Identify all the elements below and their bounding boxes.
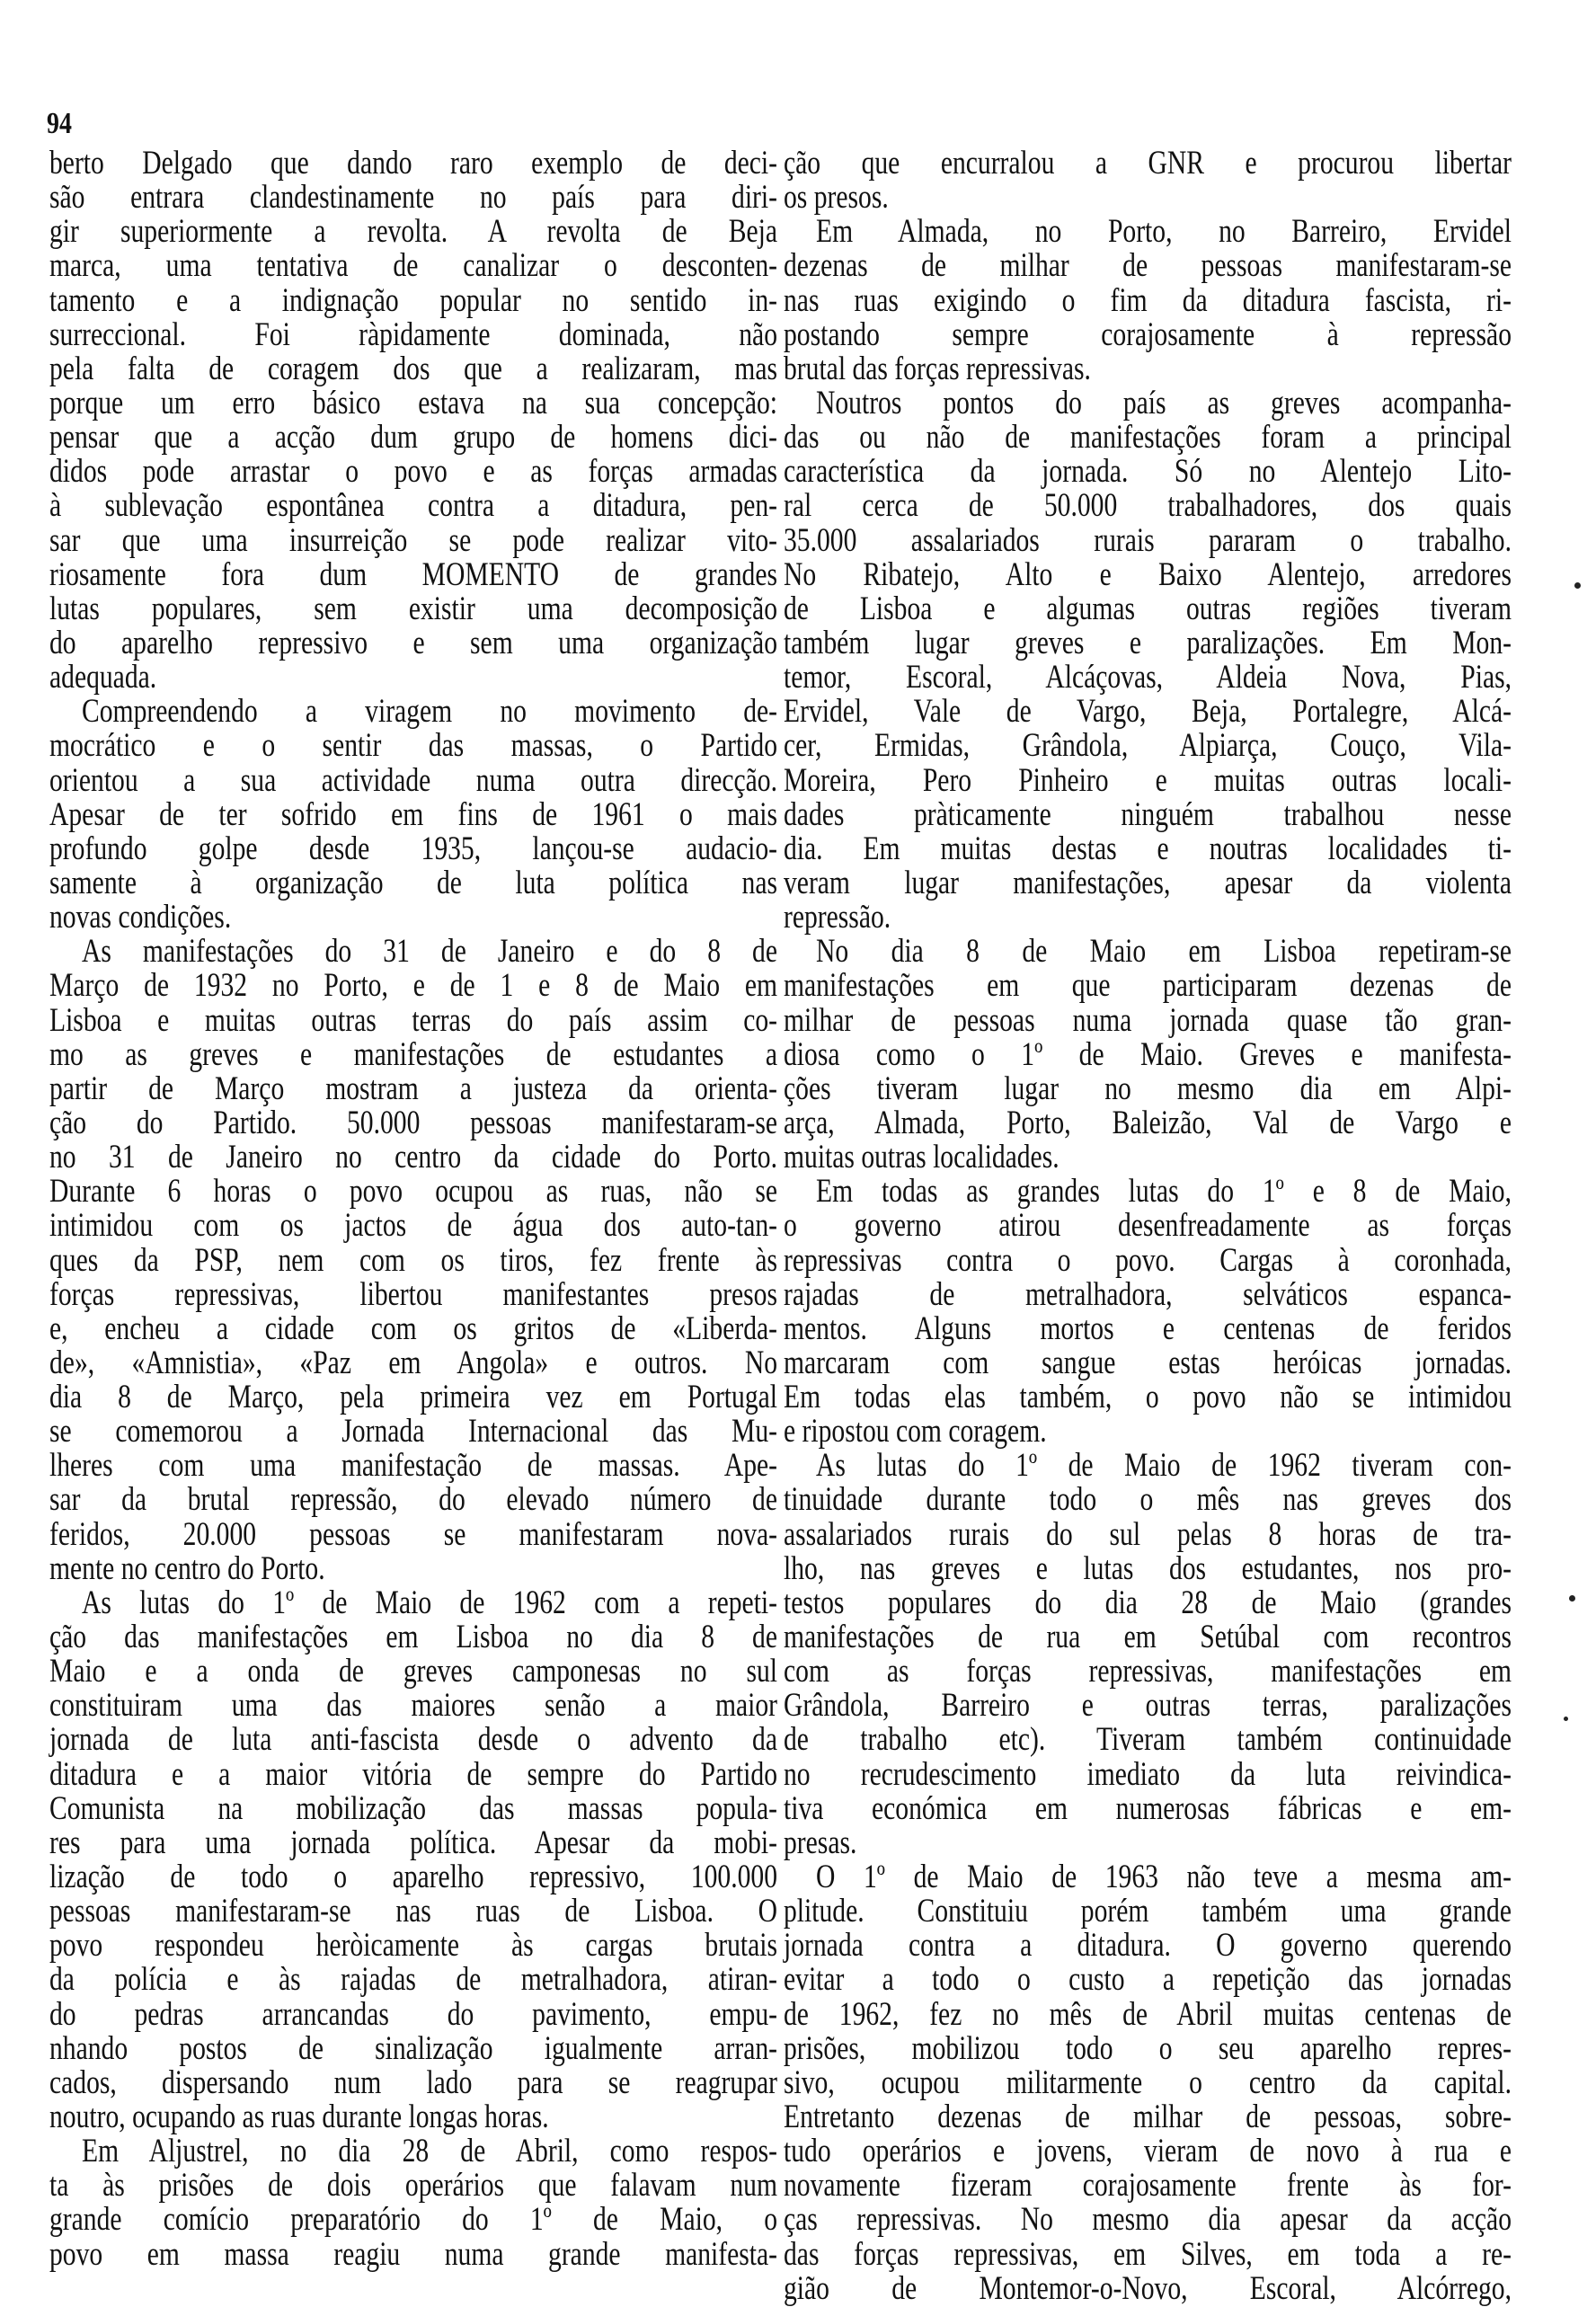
text-line <box>784 1069 1512 1107</box>
text-line <box>784 1483 1512 1517</box>
paragraph-first-line <box>784 935 1512 969</box>
text-line-content: Durante 6 horas o povo ocupou as ruas, não se <box>49 1173 777 1211</box>
paragraph-first-line <box>784 215 1512 249</box>
text-line-content: são entrara clandestinamente no país para diri- <box>49 179 777 217</box>
text-line-content: Grândola, Barreiro e outras terras, paralizações <box>784 1687 1512 1725</box>
text-line-content: samente à organização de luta política nas <box>49 864 777 901</box>
column-left <box>49 146 777 2272</box>
text-line <box>784 146 1512 181</box>
text-line-content: assalariados rurais do sul pelas 8 horas de tra- <box>784 1515 1512 1553</box>
text-line-content: do aparelho repressivo e sem uma organização <box>49 624 777 661</box>
text-line-content: No dia 8 de Maio em Lisboa repetiram-se <box>816 933 1512 971</box>
text-line-content: mo as greves e manifestações de estudantes a <box>49 1035 777 1073</box>
text-line <box>784 1380 1512 1415</box>
text-line-content: povo em massa reagiu numa grande manifesta- <box>49 2235 777 2273</box>
text-line <box>784 455 1512 489</box>
text-line <box>784 1655 1512 1689</box>
text-line-content: ções tiveram lugar no mesmo dia em Alpi- <box>784 1069 1512 1107</box>
text-line <box>49 1346 777 1380</box>
text-line <box>784 2169 1512 2203</box>
text-line <box>784 1140 1512 1175</box>
text-line-content: dezenas de milhar de pessoas manifestaram-se <box>784 247 1512 285</box>
text-line <box>49 489 777 523</box>
text-line <box>784 795 1512 833</box>
text-line <box>784 249 1512 283</box>
text-line <box>49 969 777 1003</box>
text-line-content: tinuidade durante todo o mês nas greves dos <box>784 1481 1512 1519</box>
text-line-content: res para uma jornada política. Apesar da mobi- <box>49 1823 777 1861</box>
text-line-content: sar que uma insurreição se pode realizar vito- <box>49 521 777 559</box>
text-line <box>49 1175 777 1209</box>
text-line-content: Março de 1932 no Porto, e de 1 e 8 de Maio em <box>49 967 777 1005</box>
text-line-content: com as forças repressivas, manifestações em <box>784 1653 1512 1690</box>
text-line <box>49 2169 777 2203</box>
text-line <box>784 626 1512 661</box>
text-line-content: As lutas do 1º de Maio de 1962 com a repeti- <box>82 1584 777 1621</box>
text-line-content: Maio e a onda de greves camponesas no sul <box>49 1653 777 1690</box>
text-line-content: da polícia e às rajadas de metralhadora, atiran- <box>49 1961 777 1999</box>
text-line-content: O 1º de Maio de 1963 não teve a mesma am- <box>816 1859 1512 1896</box>
text-line <box>784 2269 1512 2307</box>
text-line <box>784 1963 1512 1997</box>
text-line-content: jornada contra a ditadura. O governo querendo <box>784 1927 1512 1965</box>
text-line-content: didos pode arrastar o povo e as forças armadas <box>49 453 777 491</box>
text-line <box>49 1140 777 1175</box>
text-line-content: novamente fizeram corajosamente frente às for- <box>784 2167 1512 2205</box>
text-line <box>784 555 1512 593</box>
text-line-content: Comunista na mobilização das massas popula- <box>49 1789 777 1827</box>
text-line-content: Compreendendo a viragem no movimento de- <box>82 693 777 731</box>
text-line <box>49 1823 777 1861</box>
text-line <box>49 215 777 249</box>
text-line <box>49 2235 777 2273</box>
text-line <box>49 1106 777 1140</box>
text-line <box>784 1755 1512 1793</box>
text-line <box>49 592 777 626</box>
text-line <box>784 1309 1512 1347</box>
text-line <box>784 489 1512 523</box>
text-line-content: partir de Março mostram a justeza da orienta- <box>49 1069 777 1107</box>
text-line <box>784 2134 1512 2169</box>
text-line <box>49 832 777 866</box>
text-line <box>784 661 1512 695</box>
text-line <box>49 2029 777 2067</box>
text-line-content: mentos. Alguns mortos e centenas de feridos <box>784 1309 1512 1347</box>
text-line <box>49 1929 777 1963</box>
text-line-content: jornada de luta anti-fascista desde o advento da <box>49 1721 777 1759</box>
text-line-content: manifestações de rua em Setúbal com recontros <box>784 1619 1512 1656</box>
text-line-content: Entretanto dezenas de milhar de pessoas, sobre- <box>784 2098 1512 2136</box>
text-line <box>49 249 777 283</box>
text-line <box>784 729 1512 763</box>
text-line-content: ção que encurralou a GNR e procurou libertar <box>784 145 1512 182</box>
text-line <box>49 901 777 935</box>
text-line <box>784 1241 1512 1279</box>
text-line-content: das ou não de manifestações foram a principal <box>784 419 1512 457</box>
text-line-content: constituiram uma das maiores senão a maior <box>49 1687 777 1725</box>
text-line-content: Ervidel, Vale de Vargo, Beja, Portalegre, Alcá- <box>784 693 1512 731</box>
text-line <box>49 352 777 386</box>
text-line <box>784 1789 1512 1827</box>
text-line-content: tiva económica em numerosas fábricas e em- <box>784 1789 1512 1827</box>
text-line-content: Noutros pontos do país as greves acompanha- <box>816 384 1512 421</box>
text-line-content: marca, uma tentativa de canalizar o desconten- <box>49 247 777 285</box>
scan-speck <box>1569 1595 1575 1602</box>
paragraph-first-line <box>49 695 777 729</box>
text-line <box>49 1380 777 1415</box>
text-line <box>784 181 1512 215</box>
text-line-content: os presos. <box>784 179 889 217</box>
text-line <box>49 1001 777 1039</box>
text-line-content: diosa como o 1º de Maio. Greves e manifesta- <box>784 1035 1512 1073</box>
text-line-content: Em todas as grandes lutas do 1º e 8 de Maio, <box>816 1173 1512 1211</box>
text-line-content: manifestações em que participaram dezenas de <box>784 967 1512 1005</box>
text-line-content: ta às prisões de dois operários que falavam num <box>49 2167 777 2205</box>
text-line-content: rajadas de metralhadora, selváticos espanca- <box>784 1275 1512 1313</box>
text-line <box>784 695 1512 729</box>
text-line-content: mocrático e o sentir das massas, o Partido <box>49 727 777 765</box>
text-line <box>784 1689 1512 1723</box>
text-line <box>49 1894 777 1929</box>
text-line <box>784 1549 1512 1587</box>
text-line <box>784 1001 1512 1039</box>
text-line-content: ças repressivas. No mesmo dia apesar da acção <box>784 2201 1512 2239</box>
text-line <box>49 181 777 215</box>
text-line-content: intimidou com os jactos de água dos auto-tan- <box>49 1207 777 1245</box>
text-line <box>49 1515 777 1553</box>
text-line-content: riosamente fora dum MOMENTO de grandes <box>49 555 777 593</box>
text-line-content: gir superiormente a revolta. A revolta de Beja <box>49 213 777 251</box>
paragraph-first-line <box>49 2134 777 2169</box>
text-line-content: muitas outras localidades. <box>784 1139 1060 1176</box>
text-line-content: pela falta de coragem dos que a realizaram, mas <box>49 350 777 387</box>
text-line <box>49 1069 777 1107</box>
text-line <box>49 1209 777 1243</box>
text-line <box>49 1963 777 1997</box>
text-line <box>49 2100 777 2134</box>
text-line <box>784 352 1512 386</box>
text-line-content: e, encheu a cidade com os gritos de «Liberda- <box>49 1309 777 1347</box>
text-line-content: gião de Montemor-o-Novo, Escoral, Alcórrego, <box>784 2269 1512 2307</box>
text-line-content: brutal das forças repressivas. <box>784 350 1091 387</box>
text-line <box>784 1823 1512 1861</box>
text-line <box>784 2063 1512 2101</box>
text-line-content: povo respondeu heròicamente às cargas brutais <box>49 1927 777 1965</box>
text-line-content: berto Delgado que dando raro exemplo de deci- <box>49 145 777 182</box>
text-line <box>49 1549 777 1587</box>
text-line-content: postando sempre corajosamente à repressão <box>784 315 1512 353</box>
text-line <box>49 1035 777 1073</box>
text-line <box>49 315 777 353</box>
text-line <box>784 1209 1512 1243</box>
text-line <box>784 2235 1512 2273</box>
text-line <box>49 1860 777 1894</box>
text-line-content: o governo atirou desenfreadamente as forças <box>784 1207 1512 1245</box>
text-line-content: evitar a todo o custo a repetição das jornadas <box>784 1961 1512 1999</box>
text-line <box>49 761 777 799</box>
paragraph-first-line <box>784 386 1512 421</box>
text-line <box>784 1995 1512 2033</box>
text-line-content: adequada. <box>49 659 157 697</box>
text-line <box>784 2100 1512 2134</box>
text-line-content: prisões, mobilizou todo o seu aparelho repres- <box>784 2029 1512 2067</box>
text-line-content: mente no centro do Porto. <box>49 1549 325 1587</box>
text-line <box>784 761 1512 799</box>
text-line-content: As lutas do 1º de Maio de 1962 tiveram con- <box>816 1447 1512 1485</box>
text-line <box>49 1483 777 1517</box>
paragraph-first-line <box>49 935 777 969</box>
page-number: 94 <box>47 107 72 140</box>
text-line-content: presas. <box>784 1823 857 1861</box>
paragraph-first-line <box>49 1586 777 1620</box>
text-line-content: ditadura e a maior vitória de sempre do Partido <box>49 1755 777 1793</box>
text-line-content: das forças repressivas, em Silves, em toda a re- <box>784 2235 1512 2273</box>
text-line <box>49 1723 777 1757</box>
text-line-content: dia 8 de Março, pela primeira vez em Portugal <box>49 1379 777 1416</box>
text-line <box>784 1515 1512 1553</box>
text-line-content: 35.000 assalariados rurais pararam o trabalho. <box>784 521 1512 559</box>
text-line-content: tudo operários e jovens, vieram de novo à rua e <box>784 2133 1512 2170</box>
text-line-content: No Ribatejo, Alto e Baixo Alentejo, arredores <box>784 555 1512 593</box>
paragraph-first-line <box>784 1860 1512 1894</box>
text-line-content: Em Aljustrel, no dia 28 de Abril, como respos- <box>82 2133 777 2170</box>
text-line-content: dades pràticamente ninguém trabalhou nesse <box>784 795 1512 833</box>
text-line-content: temor, Escoral, Alcáçovas, Aldeia Nova, Pias, <box>784 659 1512 697</box>
text-line-content: característica da jornada. Só no Alentejo Lito- <box>784 453 1512 491</box>
text-line <box>784 1894 1512 1929</box>
text-line <box>49 1449 777 1483</box>
text-line-content: veram lugar manifestações, apesar da violenta <box>784 864 1512 901</box>
text-line-content: de trabalho etc). Tiveram também continuidade <box>784 1721 1512 1759</box>
text-line <box>49 1309 777 1347</box>
text-line-content: profundo golpe desde 1935, lançou-se audacio- <box>49 830 777 867</box>
text-line <box>784 832 1512 866</box>
text-line-content: de», «Amnistia», «Paz em Angola» e outros. No <box>49 1344 777 1381</box>
text-line <box>49 2203 777 2237</box>
text-line <box>784 2029 1512 2067</box>
text-line-content: plitude. Constituiu porém também uma grande <box>784 1893 1512 1930</box>
text-line-content: porque um erro básico estava na sua concepção: <box>49 384 777 421</box>
text-line-content: Em Almada, no Porto, no Barreiro, Ervidel <box>816 213 1512 251</box>
text-line <box>49 795 777 833</box>
text-line <box>49 1620 777 1655</box>
text-line-content: Apesar de ter sofrido em fins de 1961 o mais <box>49 795 777 833</box>
text-line-content: nhando postos de sinalização igualmente arran- <box>49 2029 777 2067</box>
text-line <box>784 1620 1512 1655</box>
text-line-content: orientou a sua actividade numa outra direcção. <box>49 761 777 799</box>
text-line-content: pessoas manifestaram-se nas ruas de Lisboa. O <box>49 1893 777 1930</box>
text-line <box>49 1995 777 2033</box>
text-line-content: surreccional. Foi ràpidamente dominada, não <box>49 315 777 353</box>
text-line-content: repressivas contra o povo. Cargas à coronhada, <box>784 1241 1512 1279</box>
text-line-content: ção das manifestações em Lisboa no dia 8 de <box>49 1619 777 1656</box>
text-line <box>784 1723 1512 1757</box>
text-line <box>49 866 777 901</box>
text-line-content: ral cerca de 50.000 trabalhadores, dos quais <box>784 487 1512 525</box>
text-line <box>49 1275 777 1313</box>
text-line <box>784 421 1512 455</box>
text-line-content: cer, Ermidas, Grândola, Alpiarça, Couço, Vila- <box>784 727 1512 765</box>
text-line <box>49 421 777 455</box>
text-line <box>49 146 777 181</box>
text-line <box>49 1415 777 1449</box>
text-line <box>784 1415 1512 1449</box>
text-line-content: lutas populares, sem existir uma decomposição <box>49 590 777 627</box>
text-line <box>784 1275 1512 1313</box>
text-line-content: cados, dispersando num lado para se reagrupar <box>49 2063 777 2101</box>
text-line-content: à sublevação espontânea contra a ditadura, pen- <box>49 487 777 525</box>
text-line <box>49 455 777 489</box>
text-line <box>49 626 777 661</box>
text-line-content: repressão. <box>784 899 891 936</box>
text-line-content: e ripostou com coragem. <box>784 1413 1047 1451</box>
text-line-content: lho, nas greves e lutas dos estudantes, nos pro- <box>784 1549 1512 1587</box>
text-line-content: sivo, ocupou militarmente o centro da capital. <box>784 2063 1512 2101</box>
scan-speck <box>1564 1717 1568 1721</box>
text-line <box>49 2063 777 2101</box>
text-line <box>49 1241 777 1279</box>
text-line-content: dia. Em muitas destas e noutras localidades ti- <box>784 830 1512 867</box>
text-line <box>49 1755 777 1793</box>
text-line <box>49 1789 777 1827</box>
text-line-content: se comemorou a Jornada Internacional das Mu- <box>49 1413 777 1451</box>
text-line-content: Lisboa e muitas outras terras do país assim co- <box>49 1001 777 1039</box>
text-line-content: arça, Almada, Porto, Baleizão, Val de Vargo e <box>784 1104 1512 1141</box>
text-line <box>784 315 1512 353</box>
text-line-content: ques da PSP, nem com os tiros, fez frente às <box>49 1241 777 1279</box>
text-line-content: Em todas elas também, o povo não se intimidou <box>784 1379 1512 1416</box>
text-line <box>784 1586 1512 1620</box>
text-line <box>784 521 1512 559</box>
text-line <box>49 661 777 695</box>
text-line-content: do pedras arrancandas do pavimento, empu- <box>49 1995 777 2033</box>
text-line <box>49 281 777 319</box>
text-line-content: As manifestações do 31 de Janeiro e do 8 de <box>82 933 777 971</box>
scan-speck <box>1574 582 1581 589</box>
text-line-content: lização de todo o aparelho repressivo, 100.000 <box>49 1859 777 1896</box>
text-line-content: tamento e a indignação popular no sentido in- <box>49 281 777 319</box>
text-line-content: Moreira, Pero Pinheiro e muitas outras locali- <box>784 761 1512 799</box>
text-line-content: de 1962, fez no mês de Abril muitas centenas de <box>784 1995 1512 2033</box>
text-line-content: ção do Partido. 50.000 pessoas manifestaram-se <box>49 1104 777 1141</box>
column-right <box>784 146 1512 2306</box>
text-line <box>784 592 1512 626</box>
text-line <box>784 1346 1512 1380</box>
text-line-content: milhar de pessoas numa jornada quase tão gran- <box>784 1001 1512 1039</box>
text-line-content: sar da brutal repressão, do elevado número de <box>49 1481 777 1519</box>
text-line-content: forças repressivas, libertou manifestantes presos <box>49 1275 777 1313</box>
text-line-content: lheres com uma manifestação de massas. Ape- <box>49 1447 777 1485</box>
text-line <box>49 1655 777 1689</box>
text-line <box>49 729 777 763</box>
text-line <box>49 555 777 593</box>
text-line-content: feridos, 20.000 pessoas se manifestaram nova- <box>49 1515 777 1553</box>
text-line-content: noutro, ocupando as ruas durante longas horas. <box>49 2098 549 2136</box>
text-line-content: marcaram com sangue estas heróicas jornadas. <box>784 1344 1512 1381</box>
text-line-content: testos populares do dia 28 de Maio (grandes <box>784 1584 1512 1621</box>
text-line-content: no 31 de Janeiro no centro da cidade do Porto. <box>49 1139 777 1176</box>
text-line <box>784 2203 1512 2237</box>
text-line <box>784 969 1512 1003</box>
paragraph-first-line <box>784 1175 1512 1209</box>
text-line <box>49 1689 777 1723</box>
text-line <box>784 1929 1512 1963</box>
text-line-content: de Lisboa e algumas outras regiões tiveram <box>784 590 1512 627</box>
text-line-content: grande comício preparatório do 1º de Maio, o <box>49 2201 777 2239</box>
text-line <box>784 1106 1512 1140</box>
text-line-content: pensar que a acção dum grupo de homens dici- <box>49 419 777 457</box>
text-line-content: nas ruas exigindo o fim da ditadura fascista, ri- <box>784 281 1512 319</box>
paragraph-first-line <box>784 1449 1512 1483</box>
text-line <box>784 281 1512 319</box>
text-line <box>49 521 777 559</box>
text-line <box>784 866 1512 901</box>
text-line-content: novas condições. <box>49 899 232 936</box>
text-line-content: também lugar greves e paralizações. Em Mon- <box>784 624 1512 661</box>
text-line-content: no recrudescimento imediato da luta reivindica- <box>784 1755 1512 1793</box>
text-line <box>784 901 1512 935</box>
text-line <box>49 386 777 421</box>
text-line <box>784 1035 1512 1073</box>
